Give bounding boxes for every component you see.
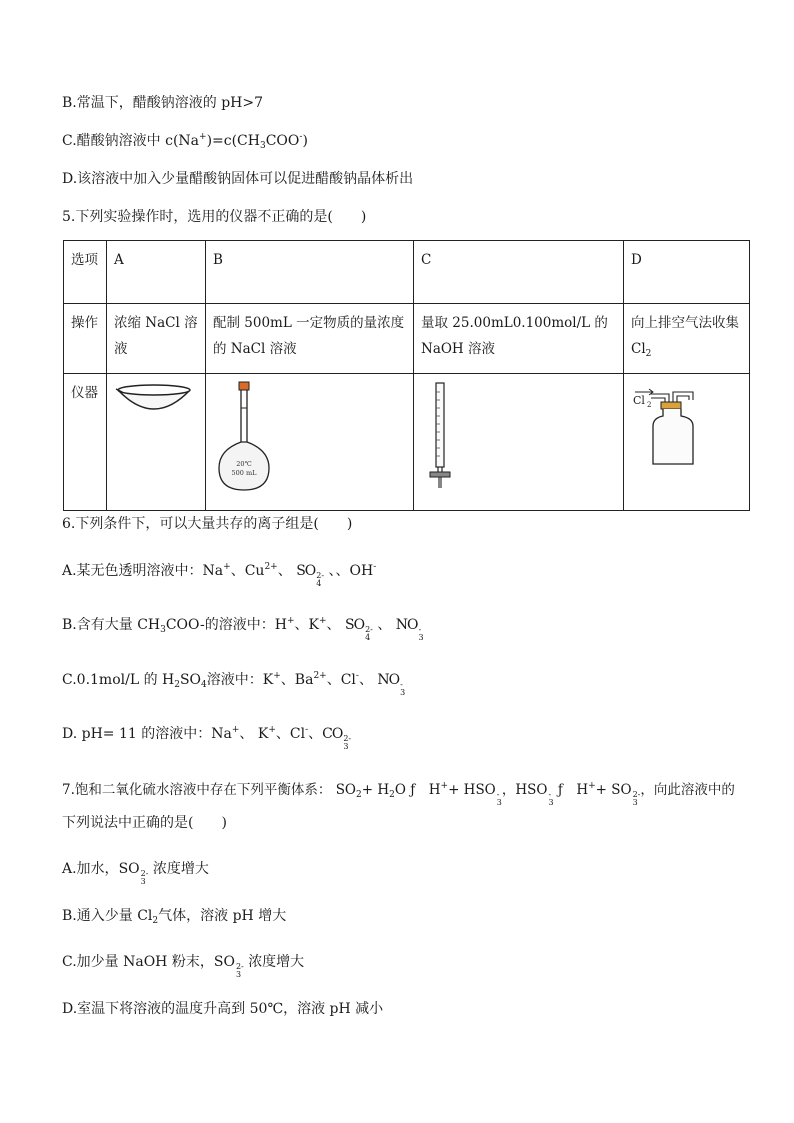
flask-volume-label: 500 mL: [231, 469, 257, 477]
op-c: 量取 25.00mL0.100mol/L 的 NaOH 溶液: [414, 304, 624, 374]
op-d: 向上排空气法收集 $Cl_2$: [624, 304, 750, 374]
table-row: [64, 241, 750, 304]
q7-option-d: D.室温下将溶液的温度升高到 50℃，溶液 pH 减小: [62, 1001, 384, 1017]
inst-b: [206, 374, 414, 511]
header-d: D: [624, 241, 750, 304]
question-7-line-2: 下列说法中正确的是( ): [62, 815, 227, 831]
header-c: C: [414, 241, 624, 304]
question-5: 5.下列实验操作时，选用的仪器不正确的是( ): [62, 209, 367, 225]
table-row: [64, 304, 750, 374]
op-label: 操作: [64, 304, 107, 374]
header-option: [64, 241, 107, 304]
q6-option-b: B.含有大量 $CH_3COO-$的溶液中：H+、K+、 SO 2- 4 、 NO - 3: [62, 616, 424, 642]
q6-option-d: D. pH= 11 的溶液中：Na+、 K+、Cl-、CO 2- 3: [62, 725, 352, 751]
instrument-table: [63, 240, 750, 511]
q6-option-c: C.0.1mol/L 的 $H_2SO_4$溶液中：K+、$Ba^{2+}$、Cl-、 NO - 3: [62, 671, 406, 697]
option-b-line: B.常温下，醋酸钠溶液的 pH>7: [62, 95, 263, 111]
flask-temp-label: 20℃: [236, 460, 252, 468]
inst-a: [107, 374, 206, 511]
q7-option-b: B.通入少量 $Cl_2$气体，溶液 pH 增大: [62, 908, 287, 926]
gas-bottle-icon: [631, 380, 703, 470]
question-7-line-1: 7.饱和二氧化硫水溶液中存在下列平衡体系： $SO_2+ H_2O$ ƒ H++ HSO - 3 ，HSO - 3 ƒ H++ SO 2- 3 ，向此溶液中的: [62, 781, 735, 807]
inst-d: [624, 374, 750, 511]
volumetric-flask-icon: [215, 380, 275, 492]
evaporating-dish-icon: [114, 380, 194, 420]
q7-option-c: C.加少量 NaOH 粉末，SO 2- 3 浓度增大: [62, 954, 305, 979]
table-row: [64, 374, 750, 511]
header-b: B: [206, 241, 414, 304]
op-a: 浓缩 NaCl 溶液: [107, 304, 206, 374]
inst-label: 仪器: [64, 374, 107, 511]
option-c-line: C.醋酸钠溶液中 $c(Na^+)=c(CH_3COO^-)$: [62, 132, 308, 151]
q6-option-a: A.某无色透明溶液中：Na+、$Cu^{2+}$、 SO 2- 4 、、OH-: [62, 562, 377, 588]
burette-icon: [425, 380, 455, 492]
q7-option-a: A.加水，SO 2- 3 浓度增大: [62, 861, 209, 886]
op-b: 配制 500mL 一定物质的量浓度的 NaCl 溶液: [206, 304, 414, 374]
option-d-line: D.该溶液中加入少量醋酸钠固体可以促进醋酸钠晶体析出: [62, 171, 414, 187]
header-label: 选项: [71, 252, 98, 268]
inst-c: [414, 374, 624, 511]
header-a: A: [107, 241, 206, 304]
cl2-label: Cl: [633, 394, 645, 407]
cl2-subscript: 2: [647, 401, 652, 409]
question-6: 6.下列条件下，可以大量共存的离子组是( ): [62, 516, 353, 532]
